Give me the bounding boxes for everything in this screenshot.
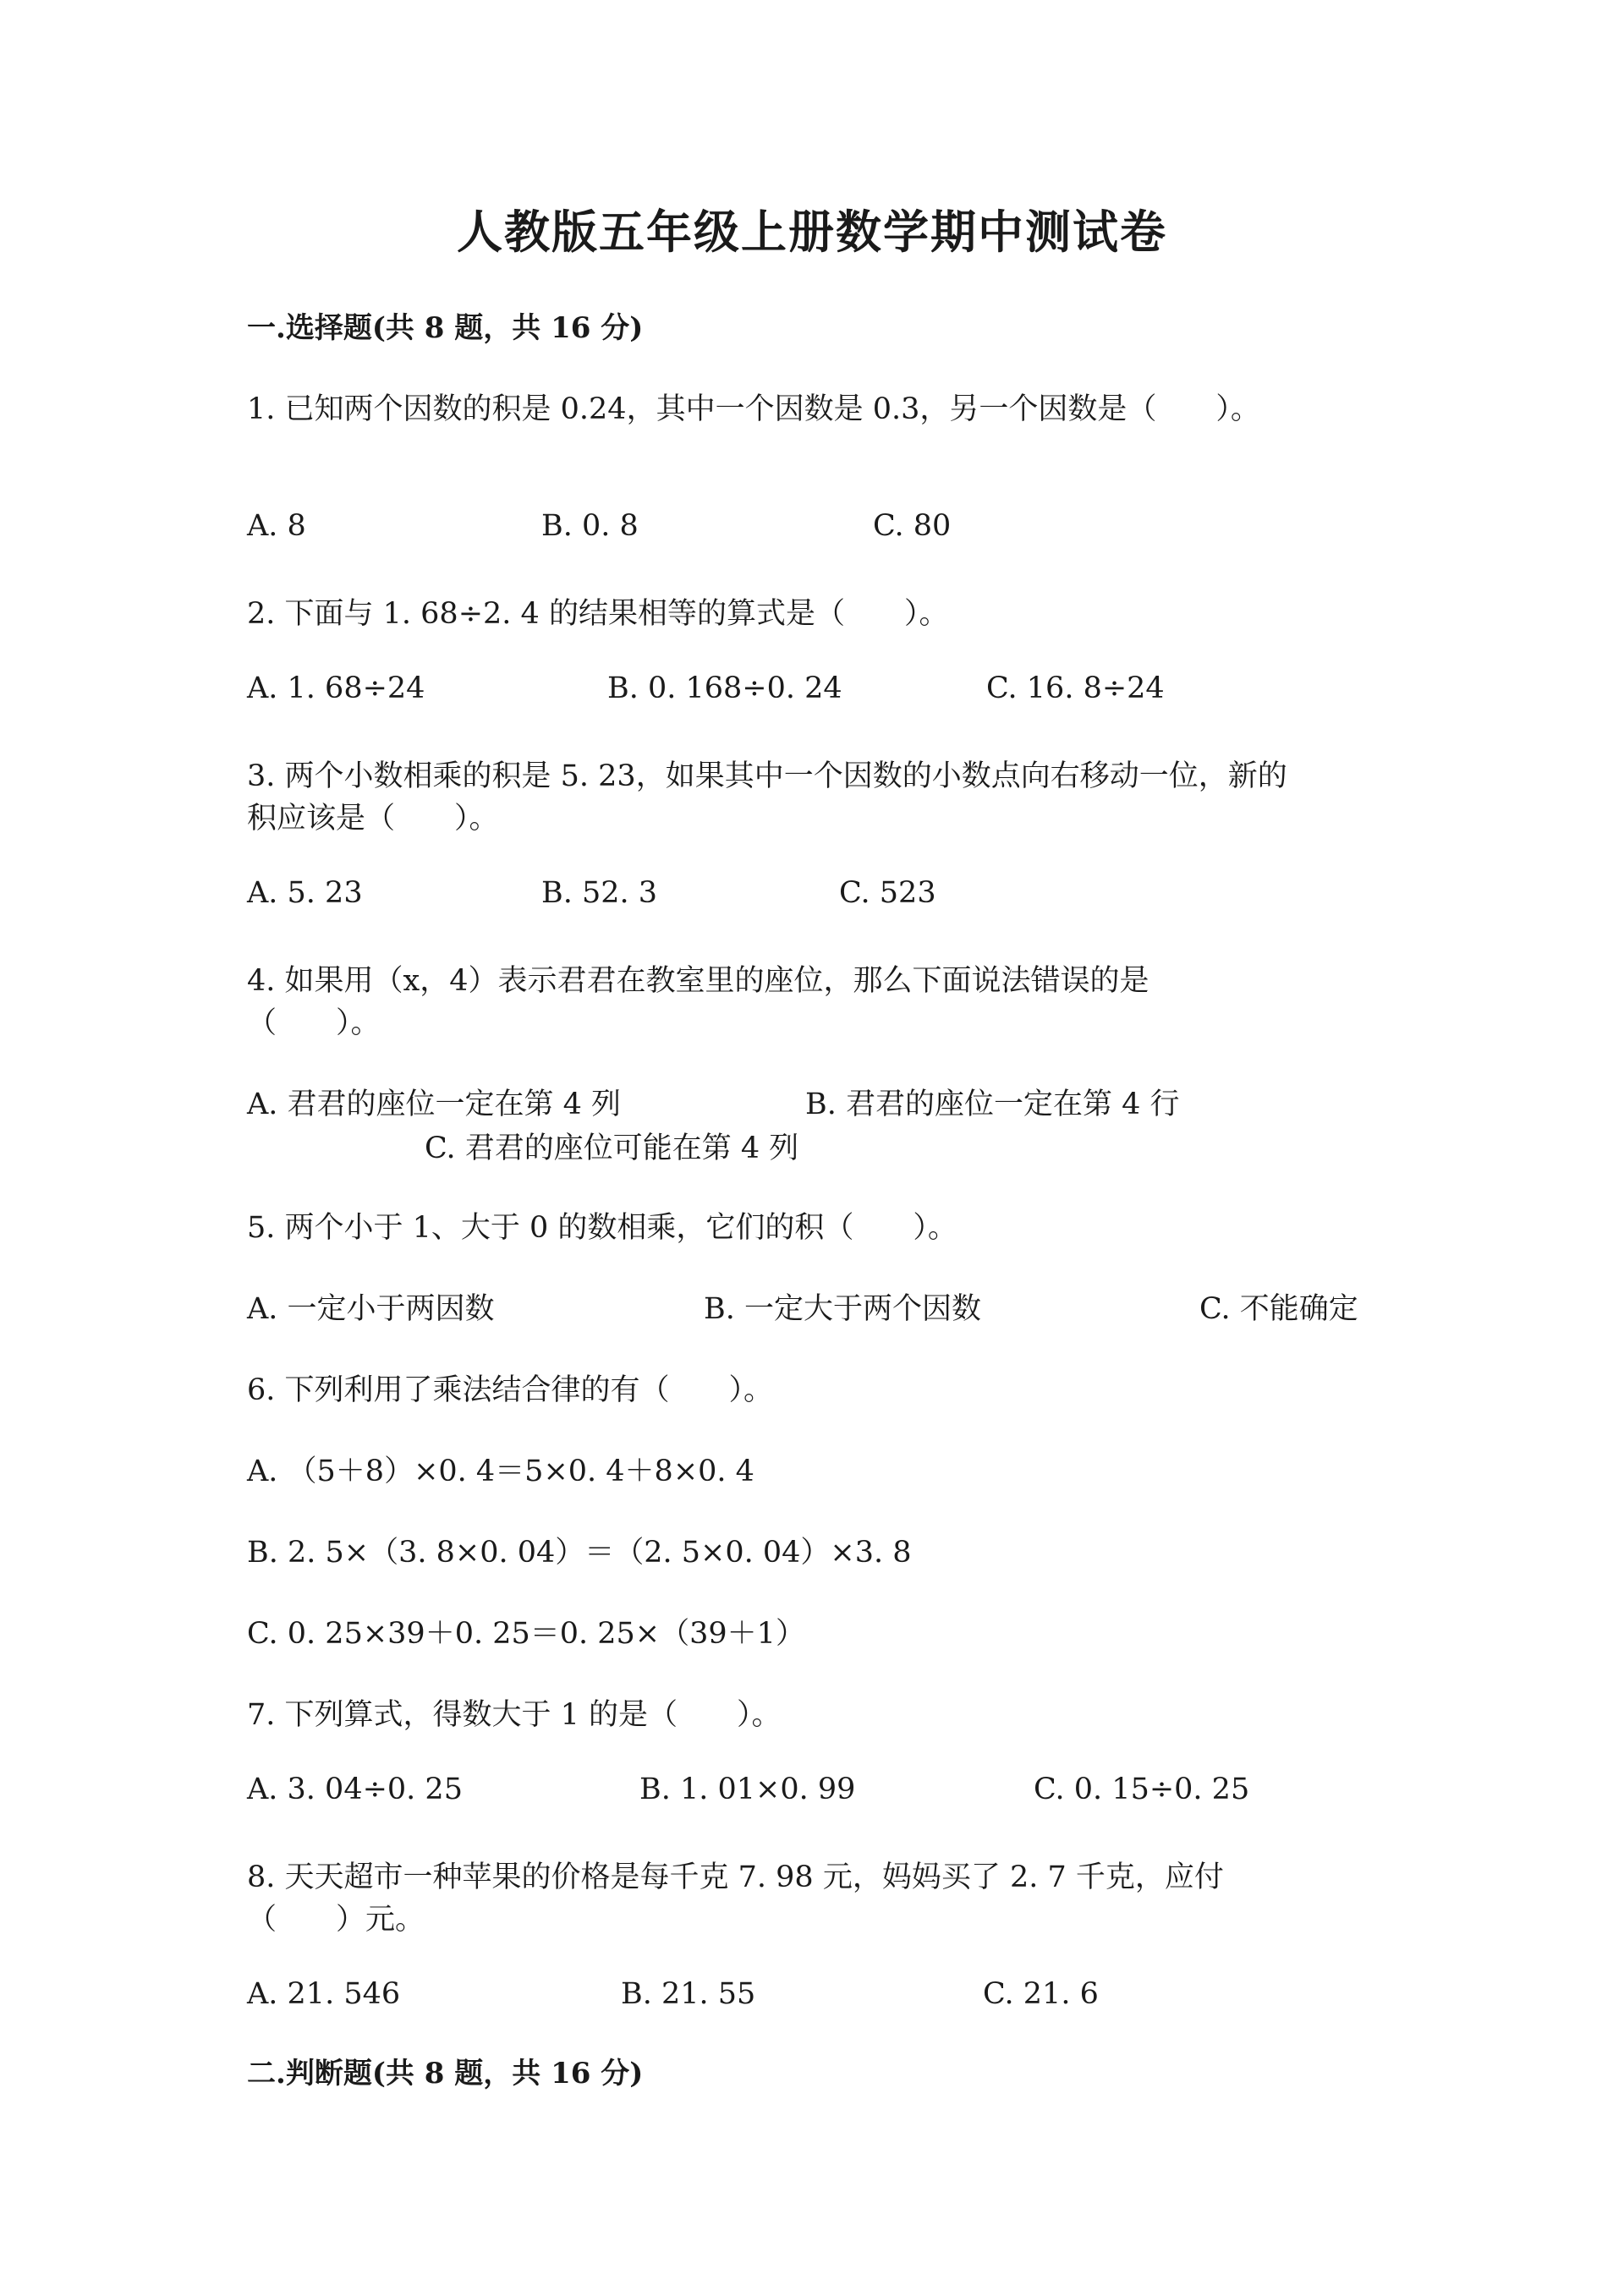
q6-option-a: A. （5＋8）×0. 4＝5×0. 4＋8×0. 4 bbox=[247, 1455, 754, 1488]
q4-option-a: A. 君君的座位一定在第 4 列 bbox=[247, 1088, 622, 1121]
q1-option-a: A. 8 bbox=[247, 509, 306, 543]
question-8-line-1: 8. 天天超市一种苹果的价格是每千克 7. 98 元，妈妈买了 2. 7 千克，应付 bbox=[247, 1860, 1224, 1894]
q3-option-b: B. 52. 3 bbox=[541, 876, 658, 910]
section-heading-choice: 一.选择题(共 8 题，共 16 分) bbox=[247, 311, 644, 345]
q5-option-a: A. 一定小于两因数 bbox=[247, 1292, 495, 1326]
q4-option-c: C. 君君的座位可能在第 4 列 bbox=[425, 1132, 799, 1165]
q2-option-b: B. 0. 168÷0. 24 bbox=[607, 671, 842, 705]
question-3-line-1: 3. 两个小数相乘的积是 5. 23，如果其中一个因数的小数点向右移动一位，新的 bbox=[247, 759, 1287, 793]
q8-option-a: A. 21. 546 bbox=[247, 1977, 401, 2011]
question-3-line-2: 积应该是（ ）。 bbox=[247, 802, 499, 836]
q5-option-c: C. 不能确定 bbox=[1199, 1292, 1358, 1326]
question-7: 7. 下列算式，得数大于 1 的是（ ）。 bbox=[247, 1698, 782, 1732]
question-4-line-2: （ ）。 bbox=[247, 1006, 381, 1040]
q3-option-a: A. 5. 23 bbox=[247, 876, 363, 910]
q6-option-c: C. 0. 25×39＋0. 25＝0. 25×（39＋1） bbox=[247, 1617, 805, 1651]
q8-option-b: B. 21. 55 bbox=[621, 1977, 756, 2011]
q6-option-b: B. 2. 5×（3. 8×0. 04）＝（2. 5×0. 04）×3. 8 bbox=[247, 1536, 912, 1570]
q3-option-c: C. 523 bbox=[839, 876, 936, 910]
q7-option-b: B. 1. 01×0. 99 bbox=[639, 1773, 856, 1806]
question-6: 6. 下列利用了乘法结合律的有（ ）。 bbox=[247, 1373, 774, 1407]
q7-option-c: C. 0. 15÷0. 25 bbox=[1034, 1773, 1250, 1806]
question-4-line-1: 4. 如果用（x，4）表示君君在教室里的座位，那么下面说法错误的是 bbox=[247, 964, 1149, 998]
question-8-line-2: （ ）元。 bbox=[247, 1903, 425, 1937]
question-2: 2. 下面与 1. 68÷2. 4 的结果相等的算式是（ ）。 bbox=[247, 597, 949, 631]
section-heading-judgement: 二.判断题(共 8 题，共 16 分) bbox=[247, 2057, 644, 2091]
q4-option-b: B. 君君的座位一定在第 4 行 bbox=[805, 1088, 1180, 1121]
page-title: 人教版五年级上册数学期中测试卷 bbox=[457, 205, 1167, 259]
question-1: 1. 已知两个因数的积是 0.24，其中一个因数是 0.3，另一个因数是（ ）。 bbox=[247, 392, 1260, 426]
q1-option-c: C. 80 bbox=[873, 509, 952, 543]
q8-option-c: C. 21. 6 bbox=[983, 1977, 1099, 2011]
q2-option-c: C. 16. 8÷24 bbox=[986, 671, 1165, 705]
q2-option-a: A. 1. 68÷24 bbox=[247, 671, 425, 705]
q1-option-b: B. 0. 8 bbox=[541, 509, 639, 543]
q5-option-b: B. 一定大于两个因数 bbox=[704, 1292, 981, 1326]
q7-option-a: A. 3. 04÷0. 25 bbox=[247, 1773, 463, 1806]
question-5: 5. 两个小于 1、大于 0 的数相乘，它们的积（ ）。 bbox=[247, 1211, 957, 1245]
